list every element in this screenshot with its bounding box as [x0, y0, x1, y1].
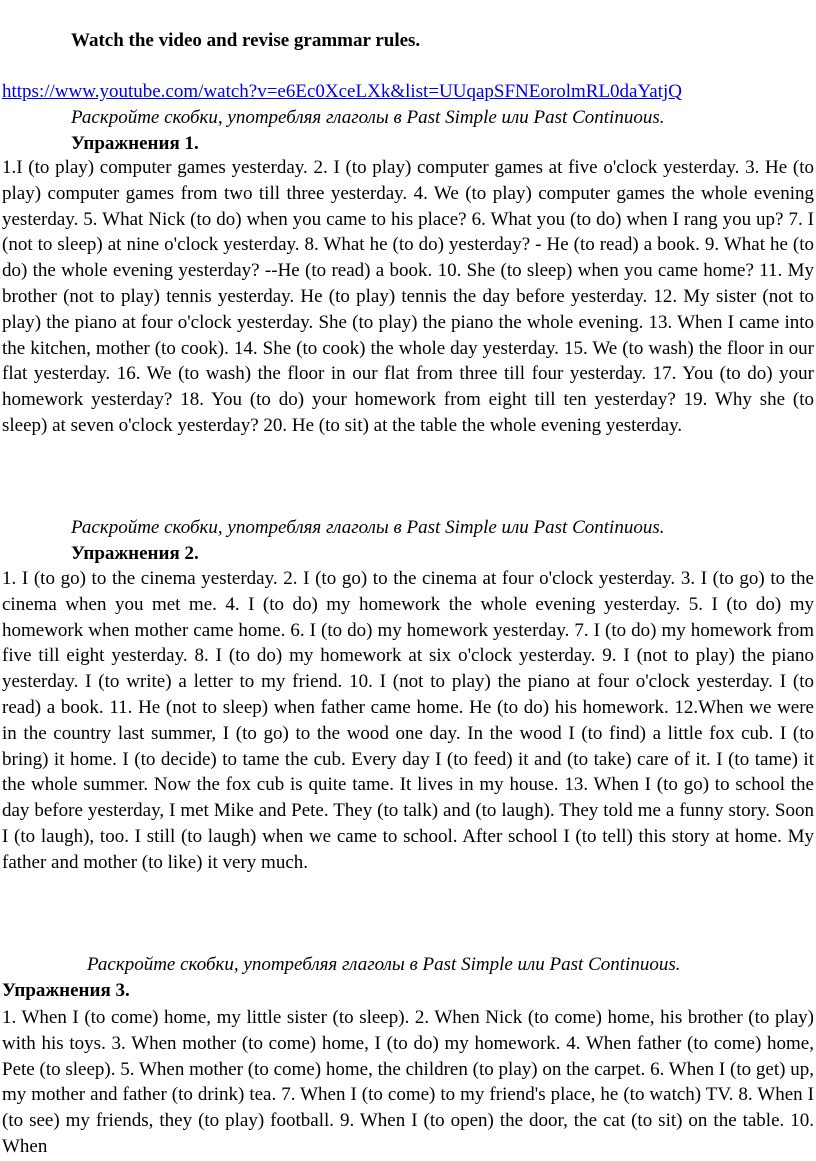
exercise-1-title: Упражнения 1. [71, 133, 199, 154]
exercise-2-instruction: Раскройте скобки, употребляя глаголы в Past Simple или Past Continuous. [71, 517, 665, 538]
exercise-3-text: 1. When I (to come) home, my little sister (to sleep). 2. When Nick (to come) home, his brother (to play) with his toys. 3. When mother (to come) home, I (to do) my homework. 4. When father (to come) home, Pete (to sleep). 5. When mother (to come) home, the children (to play) on the carpet. 6. When I (to get) up, my mother and father (to drink) tea. 7. When I (to come) to my friend's place, he (to watch) TV. 8. When I (to see) my friends, they (to play) football. 9. When I (to open) the door, the cat (to sit) on the table. 10. When [2, 1007, 814, 1157]
exercise-2-title: Упражнения 2. [71, 543, 199, 564]
page-heading: Watch the video and revise grammar rules. [71, 30, 421, 51]
exercise-3-instruction: Раскройте скобки, употребляя глаголы в Past Simple или Past Continuous. [87, 954, 681, 975]
exercise-2-text: 1. I (to go) to the cinema yesterday. 2. I (to go) to the cinema at four o'clock yesterday. 3. I (to go) to the cinema when you met me. 4. I (to do) my homework the whole evening yesterday. 5. I (to do) my homework when mother came home. 6. I (to do) my homework yesterday. 7. I (to do) my homework from five till eight yesterday. 8. I (to do) my homework at six o'clock yesterday. 9. I (not to play) the piano yesterday. I (to write) a letter to my friend. 10. I (not to play) the piano at four o'clock yesterday. I (to read) a book. 11. He (not to sleep) when father came home. He (to do) his homework. 12.When we were in the country last summer, I (to go) to the wood one day. In the wood I (to find) a little fox cub. I (to bring) it home. I (to decide) to tame the cub. Every day I (to feed) it and (to take) care of it. I (to tame) it the whole summer. Now the fox cub is quite tame. It lives in my house. 13. When I (to go) to school the day before yesterday, I met Mike and Pete. They (to talk) and (to laugh). They told me a funny story. Soon I (to laugh), too. I still (to laugh) when we came to school. After school I (to tell) this story at home. My father and mother (to like) it very much. [2, 568, 814, 873]
exercise-3-title: Упражнения 3. [2, 980, 130, 1001]
youtube-video-link[interactable]: https://www.youtube.com/watch?v=e6Ec0XceLXk&list=UUqapSFNEorolmRL0daYatjQ [2, 81, 683, 102]
exercise-1-text: 1.I (to play) computer games yesterday. 2. I (to play) computer games at five o'clock yesterday. 3. He (to play) computer games from two till three yesterday. 4. We (to play) computer games the whole evening yesterday. 5. What Nick (to do) when you came to his place? 6. What you (to do) when I rang you up? 7. I (not to sleep) at nine o'clock yesterday. 8. What he (to do) yesterday? - He (to read) a book. 9. What he (to do) the whole evening yesterday? --He (to read) a book. 10. She (to sleep) when you came home? 11. My brother (not to play) tennis yesterday. He (to play) tennis the day before yesterday. 12. My sister (not to play) the piano at four o'clock yesterday. She (to play) the piano the whole evening. 13. When I came into the kitchen, mother (to cook). 14. She (to cook) the whole day yesterday. 15. We (to wash) the floor in our flat yesterday. 16. We (to wash) the floor in our flat from three till four yesterday. 17. You (to do) your homework yesterday? 18. You (to do) your homework from eight till ten yesterday? 19. Why she (to sleep) at seven o'clock yesterday? 20. He (to sit) at the table the whole evening yesterday. [2, 157, 814, 436]
exercise-1-instruction: Раскройте скобки, употребляя глаголы в Past Simple или Past Continuous. [71, 107, 665, 128]
